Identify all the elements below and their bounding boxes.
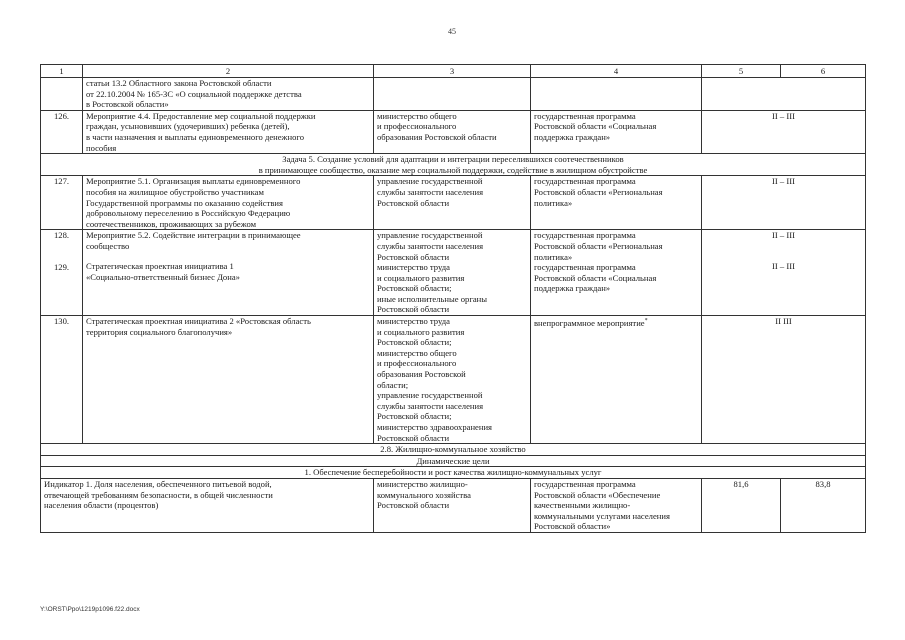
responsible-cell: министерство общего и профессионального образования Ростовской области (374, 110, 531, 153)
measure-cell: Мероприятие 5.1. Организация выплаты единовременного пособия на жилищное обустройство участникам Государственной программы по оказанию содействия добровольному переселению в Российскую Федерацию соотечественников, проживающих за рубежом (83, 176, 374, 230)
program-cell: государственная программа Ростовской области «Обеспечение качественными жилищно- коммунальными услугами населения Ростовской области» (531, 478, 702, 532)
section-row (41, 467, 866, 479)
value-2018-cell: 81,6 (702, 478, 781, 532)
task-row (41, 154, 866, 176)
responsible-cell: управление государственной службы занятости населения Ростовской области (374, 176, 531, 230)
measure-cell: Мероприятие 4.4. Предоставление мер социальной поддержки граждан, усыновивших (удочеривших) ребенка (детей), в части назначения и выплаты единовременного денежного пособия (83, 110, 374, 153)
column-number: 3 (374, 65, 531, 78)
measure-cell: статьи 13.2 Областного закона Ростовской области от 22.10.2004 № 165-ЗС «О социальной поддержке детства в Ростовской области» (83, 78, 374, 111)
column-number: 5 (702, 65, 781, 78)
column-number-row (41, 65, 866, 78)
row-number: 130. (41, 316, 83, 444)
program-cell: государственная программа Ростовской области «Региональная политика» государственная программа Ростовской области «Социальная поддержка граждан» (531, 230, 702, 316)
section-row (41, 444, 866, 456)
table-row (41, 176, 866, 230)
task-heading: Задача 5. Создание условий для адаптации и интеграции переселившихся соотечественников в принимающее сообщество, оказание мер социальной поддержки, содействие в жилищном обустройстве (41, 154, 866, 176)
measure-cell: Мероприятие 5.2. Содействие интеграции в принимающее сообщество Стратегическая проектная инициатива 1 «Социально-ответственный бизнес Дона» (83, 230, 374, 316)
column-number: 1 (41, 65, 83, 78)
row-number: 128. 129. (41, 230, 83, 316)
program-table (40, 64, 866, 533)
responsible-cell: управление государственной службы занятости населения Ростовской области министерство труда и социального развития Ростовской области; иные исполнительные органы Ростовской области (374, 230, 531, 316)
dynamic-goals-heading: Динамические цели (41, 455, 866, 467)
program-cell: государственная программа Ростовской области «Социальная поддержка граждан» (531, 110, 702, 153)
indicator-cell: Индикатор 1. Доля населения, обеспеченного питьевой водой, отвечающей требованиям безопасности, в общей численности населения области (процентов) (41, 478, 374, 532)
column-number: 2 (83, 65, 374, 78)
row-number: 127. (41, 176, 83, 230)
indicator-row (41, 478, 866, 532)
stage-cell: II – III (702, 110, 866, 153)
column-number: 6 (781, 65, 866, 78)
column-number: 4 (531, 65, 702, 78)
table-row (41, 230, 866, 316)
goal-heading: 1. Обеспечение бесперебойности и рост качества жилищно-коммунальных услуг (41, 467, 866, 479)
responsible-cell: министерство труда и социального развития Ростовской области; министерство общего и профессионального образования Ростовской области; управление государственной службы занятости населения Ростовской области; министерство здравоохранения Ростовской области (374, 316, 531, 444)
stage-cell: II – III (702, 176, 866, 230)
table-row (41, 78, 866, 111)
footnote-mark: * (644, 318, 648, 325)
stage-cell: II – III II – III (702, 230, 866, 316)
page-number: 45 (448, 27, 456, 36)
program-cell: государственная программа Ростовской области «Региональная политика» (531, 176, 702, 230)
row-number: 126. (41, 110, 83, 153)
responsible-cell: министерство жилищно- коммунального хозяйства Ростовской области (374, 478, 531, 532)
table-row (41, 316, 866, 444)
table-row (41, 110, 866, 153)
section-row (41, 455, 866, 467)
section-heading: 2.8. Жилищно-коммунальное хозяйство (41, 444, 866, 456)
value-target-cell: 83,8 (781, 478, 866, 532)
stage-cell: II III (702, 316, 866, 444)
file-path-footer: Y:\ORST\Ppo\1219p1096.f22.docx (40, 606, 140, 613)
measure-cell: Стратегическая проектная инициатива 2 «Ростовская область территория социального благополучия» (83, 316, 374, 444)
program-cell: внепрограммное мероприятие* (531, 316, 702, 444)
